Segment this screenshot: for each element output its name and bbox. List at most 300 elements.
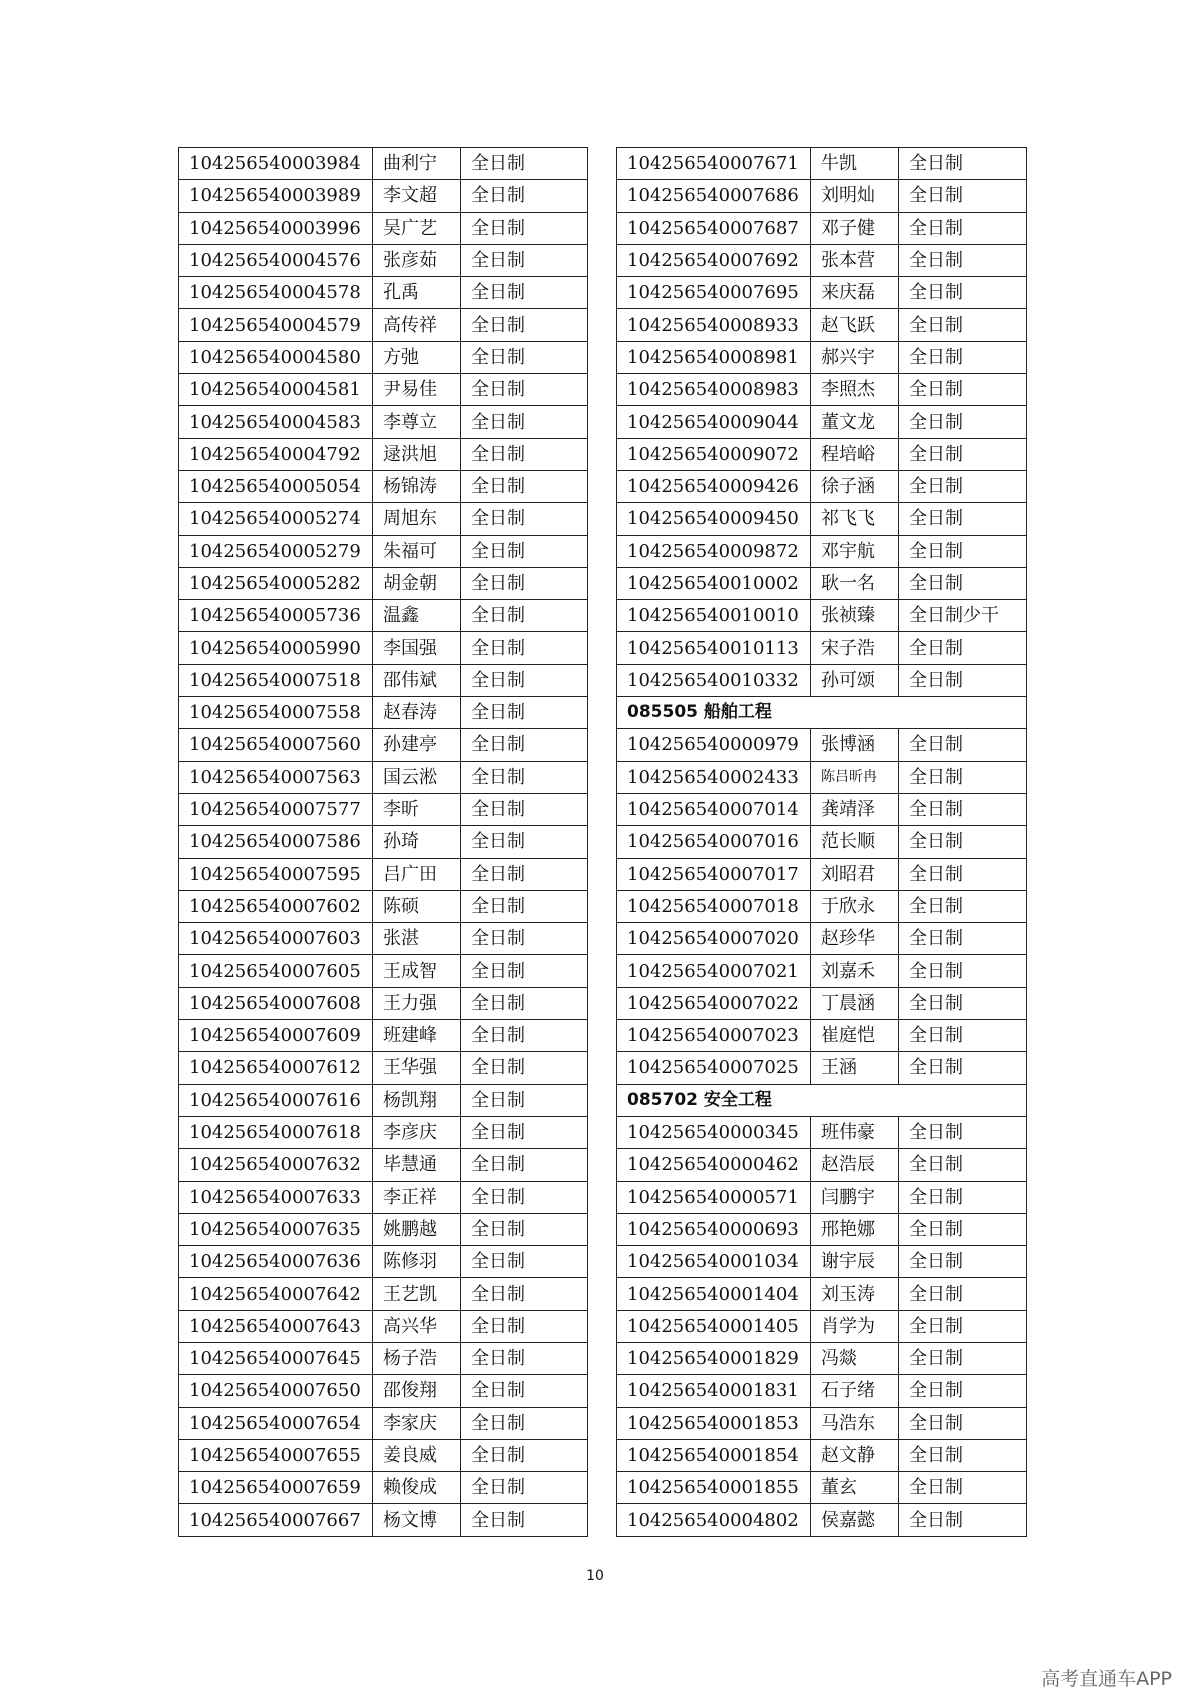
student-id-cell: 104256540007632	[179, 1149, 373, 1181]
student-name-cell: 程培峪	[811, 438, 899, 470]
student-name-cell: 杨文博	[373, 1504, 461, 1536]
table-row	[179, 374, 588, 406]
student-name-cell: 吕广田	[373, 858, 461, 890]
table-row	[179, 1278, 588, 1310]
student-id-cell: 104256540007563	[179, 761, 373, 793]
student-name-cell: 班伟豪	[811, 1116, 899, 1148]
table-row	[179, 406, 588, 438]
student-id-cell: 104256540007518	[179, 664, 373, 696]
table-row	[179, 955, 588, 987]
table-row	[179, 1149, 588, 1181]
student-id-cell: 104256540007560	[179, 729, 373, 761]
student-id-cell: 104256540001855	[617, 1472, 811, 1504]
study-mode-cell: 全日制	[899, 180, 1027, 212]
table-row	[617, 793, 1027, 825]
study-mode-cell: 全日制	[461, 244, 588, 276]
student-id-cell: 104256540003984	[179, 148, 373, 180]
section-header-row	[617, 697, 1027, 729]
student-name-cell: 丁晨涵	[811, 987, 899, 1019]
table-row	[179, 438, 588, 470]
student-name-cell: 崔庭恺	[811, 1020, 899, 1052]
table-row	[617, 1375, 1027, 1407]
student-id-cell: 104256540007687	[617, 212, 811, 244]
study-mode-cell: 全日制	[899, 1052, 1027, 1084]
student-name-cell: 李家庆	[373, 1407, 461, 1439]
table-row	[179, 858, 588, 890]
student-name-cell: 高传祥	[373, 309, 461, 341]
study-mode-cell: 全日制	[461, 1278, 588, 1310]
study-mode-cell: 全日制	[899, 1310, 1027, 1342]
student-name-cell: 尹易佳	[373, 374, 461, 406]
study-mode-cell: 全日制	[899, 1375, 1027, 1407]
study-mode-cell: 全日制	[899, 1181, 1027, 1213]
study-mode-cell: 全日制	[461, 1149, 588, 1181]
study-mode-cell: 全日制	[461, 535, 588, 567]
table-row	[617, 1504, 1027, 1536]
student-name-cell: 邓宇航	[811, 535, 899, 567]
student-name-cell: 徐子涵	[811, 470, 899, 502]
table-row	[617, 277, 1027, 309]
student-id-cell: 104256540005274	[179, 503, 373, 535]
study-mode-cell: 全日制	[461, 148, 588, 180]
student-id-cell: 104256540003996	[179, 212, 373, 244]
table-row	[617, 890, 1027, 922]
student-id-cell: 104256540007602	[179, 890, 373, 922]
table-row	[179, 1504, 588, 1536]
student-id-cell: 104256540001829	[617, 1342, 811, 1374]
student-id-cell: 104256540004576	[179, 244, 373, 276]
student-name-cell: 方弛	[373, 341, 461, 373]
study-mode-cell: 全日制	[899, 341, 1027, 373]
student-id-cell: 104256540000693	[617, 1213, 811, 1245]
study-mode-cell: 全日制	[899, 406, 1027, 438]
student-name-cell: 王艺凯	[373, 1278, 461, 1310]
student-name-cell: 郝兴宇	[811, 341, 899, 373]
student-name-cell: 王涵	[811, 1052, 899, 1084]
table-row	[179, 600, 588, 632]
study-mode-cell: 全日制少干	[899, 600, 1027, 632]
study-mode-cell: 全日制	[461, 1310, 588, 1342]
student-name-cell: 赵文静	[811, 1439, 899, 1471]
table-row	[617, 664, 1027, 696]
table-row	[617, 470, 1027, 502]
student-id-cell: 104256540007671	[617, 148, 811, 180]
study-mode-cell: 全日制	[461, 1472, 588, 1504]
student-name-cell: 杨子浩	[373, 1342, 461, 1374]
student-name-cell: 龚靖泽	[811, 793, 899, 825]
student-name-cell: 刘玉涛	[811, 1278, 899, 1310]
study-mode-cell: 全日制	[461, 1084, 588, 1116]
study-mode-cell: 全日制	[461, 277, 588, 309]
student-id-cell: 104256540005282	[179, 567, 373, 599]
student-id-cell: 104256540007608	[179, 987, 373, 1019]
table-row	[617, 341, 1027, 373]
study-mode-cell: 全日制	[899, 632, 1027, 664]
study-mode-cell: 全日制	[461, 567, 588, 599]
study-mode-cell: 全日制	[461, 212, 588, 244]
student-id-cell: 104256540007655	[179, 1439, 373, 1471]
table-row	[179, 923, 588, 955]
student-name-cell: 李昕	[373, 793, 461, 825]
study-mode-cell: 全日制	[899, 277, 1027, 309]
table-row	[617, 503, 1027, 535]
student-name-cell: 班建峰	[373, 1020, 461, 1052]
student-id-cell: 104256540010010	[617, 600, 811, 632]
student-id-cell: 104256540007645	[179, 1342, 373, 1374]
student-name-cell: 姜良威	[373, 1439, 461, 1471]
student-id-cell: 104256540009044	[617, 406, 811, 438]
table-row	[179, 1246, 588, 1278]
student-id-cell: 104256540001404	[617, 1278, 811, 1310]
study-mode-cell: 全日制	[899, 1439, 1027, 1471]
table-row	[617, 761, 1027, 793]
student-id-cell: 104256540007020	[617, 923, 811, 955]
student-id-cell: 104256540001034	[617, 1246, 811, 1278]
table-row	[617, 600, 1027, 632]
student-name-cell: 邢艳娜	[811, 1213, 899, 1245]
student-name-cell: 赵飞跃	[811, 309, 899, 341]
student-id-cell: 104256540007635	[179, 1213, 373, 1245]
table-row	[617, 729, 1027, 761]
student-id-cell: 104256540007695	[617, 277, 811, 309]
study-mode-cell: 全日制	[899, 1246, 1027, 1278]
table-row	[617, 1439, 1027, 1471]
student-id-cell: 104256540001405	[617, 1310, 811, 1342]
study-mode-cell: 全日制	[461, 697, 588, 729]
student-name-cell: 孙可颂	[811, 664, 899, 696]
table-row	[617, 1213, 1027, 1245]
student-id-cell: 104256540000462	[617, 1149, 811, 1181]
student-name-cell: 李彦庆	[373, 1116, 461, 1148]
study-mode-cell: 全日制	[461, 761, 588, 793]
student-name-cell: 曲利宁	[373, 148, 461, 180]
student-id-cell: 104256540007618	[179, 1116, 373, 1148]
study-mode-cell: 全日制	[461, 632, 588, 664]
student-name-cell: 高兴华	[373, 1310, 461, 1342]
student-id-cell: 104256540009426	[617, 470, 811, 502]
student-id-cell: 104256540007654	[179, 1407, 373, 1439]
study-mode-cell: 全日制	[899, 987, 1027, 1019]
student-name-cell: 来庆磊	[811, 277, 899, 309]
table-row	[179, 309, 588, 341]
student-name-cell: 王华强	[373, 1052, 461, 1084]
student-id-cell: 104256540007659	[179, 1472, 373, 1504]
study-mode-cell: 全日制	[461, 1213, 588, 1245]
table-row	[179, 277, 588, 309]
table-row	[617, 632, 1027, 664]
study-mode-cell: 全日制	[899, 664, 1027, 696]
student-name-cell: 姚鹏越	[373, 1213, 461, 1245]
table-row	[617, 1181, 1027, 1213]
study-mode-cell: 全日制	[461, 374, 588, 406]
study-mode-cell: 全日制	[461, 470, 588, 502]
student-id-cell: 104256540008981	[617, 341, 811, 373]
student-id-cell: 104256540007612	[179, 1052, 373, 1084]
student-id-cell: 104256540009072	[617, 438, 811, 470]
study-mode-cell: 全日制	[899, 374, 1027, 406]
study-mode-cell: 全日制	[899, 761, 1027, 793]
study-mode-cell: 全日制	[899, 1213, 1027, 1245]
table-row	[179, 148, 588, 180]
student-id-cell: 104256540007586	[179, 826, 373, 858]
student-name-cell: 张湛	[373, 923, 461, 955]
study-mode-cell: 全日制	[461, 987, 588, 1019]
student-name-cell: 赵浩辰	[811, 1149, 899, 1181]
table-row	[179, 341, 588, 373]
student-id-cell: 104256540004802	[617, 1504, 811, 1536]
student-name-cell: 宋子浩	[811, 632, 899, 664]
student-name-cell: 毕慧通	[373, 1149, 461, 1181]
study-mode-cell: 全日制	[461, 1504, 588, 1536]
study-mode-cell: 全日制	[461, 664, 588, 696]
study-mode-cell: 全日制	[461, 1342, 588, 1374]
student-name-cell: 王成智	[373, 955, 461, 987]
table-row	[179, 632, 588, 664]
student-name-cell: 王力强	[373, 987, 461, 1019]
section-title: 085702 安全工程	[617, 1084, 1027, 1116]
student-name-cell: 李照杰	[811, 374, 899, 406]
student-name-cell: 邵俊翔	[373, 1375, 461, 1407]
study-mode-cell: 全日制	[899, 148, 1027, 180]
student-name-cell: 周旭东	[373, 503, 461, 535]
student-id-cell: 104256540004578	[179, 277, 373, 309]
study-mode-cell: 全日制	[461, 826, 588, 858]
table-row	[617, 1407, 1027, 1439]
student-id-cell: 104256540004579	[179, 309, 373, 341]
student-name-cell: 温鑫	[373, 600, 461, 632]
table-row	[617, 826, 1027, 858]
study-mode-cell: 全日制	[899, 1407, 1027, 1439]
student-name-cell: 李文超	[373, 180, 461, 212]
table-row	[179, 1084, 588, 1116]
student-name-cell: 侯嘉懿	[811, 1504, 899, 1536]
study-mode-cell: 全日制	[899, 567, 1027, 599]
student-name-cell: 董文龙	[811, 406, 899, 438]
student-id-cell: 104256540007667	[179, 1504, 373, 1536]
table-row	[179, 1439, 588, 1471]
student-name-cell: 杨锦涛	[373, 470, 461, 502]
student-id-cell: 104256540007686	[617, 180, 811, 212]
study-mode-cell: 全日制	[899, 955, 1027, 987]
student-id-cell: 104256540001831	[617, 1375, 811, 1407]
table-row	[179, 567, 588, 599]
table-row	[179, 1375, 588, 1407]
table-row	[179, 664, 588, 696]
student-id-cell: 104256540007023	[617, 1020, 811, 1052]
student-id-cell: 104256540007558	[179, 697, 373, 729]
table-row	[617, 1472, 1027, 1504]
student-id-cell: 104256540009450	[617, 503, 811, 535]
student-id-cell: 104256540000979	[617, 729, 811, 761]
student-name-cell: 李国强	[373, 632, 461, 664]
student-name-cell: 张博涵	[811, 729, 899, 761]
table-row	[617, 1052, 1027, 1084]
student-id-cell: 104256540004583	[179, 406, 373, 438]
student-id-cell: 104256540007642	[179, 1278, 373, 1310]
student-id-cell: 104256540005736	[179, 600, 373, 632]
student-name-cell: 逯洪旭	[373, 438, 461, 470]
table-row	[179, 890, 588, 922]
student-id-cell: 104256540010113	[617, 632, 811, 664]
study-mode-cell: 全日制	[899, 1472, 1027, 1504]
student-id-cell: 104256540005990	[179, 632, 373, 664]
study-mode-cell: 全日制	[461, 503, 588, 535]
study-mode-cell: 全日制	[461, 729, 588, 761]
study-mode-cell: 全日制	[899, 1278, 1027, 1310]
study-mode-cell: 全日制	[899, 1149, 1027, 1181]
student-id-cell: 104256540001853	[617, 1407, 811, 1439]
study-mode-cell: 全日制	[899, 890, 1027, 922]
student-name-cell: 张彦茹	[373, 244, 461, 276]
student-name-cell: 董玄	[811, 1472, 899, 1504]
student-id-cell: 104256540007616	[179, 1084, 373, 1116]
section-header-row	[617, 1084, 1027, 1116]
student-id-cell: 104256540003989	[179, 180, 373, 212]
table-row	[179, 470, 588, 502]
study-mode-cell: 全日制	[899, 309, 1027, 341]
table-row	[617, 987, 1027, 1019]
student-id-cell: 104256540007605	[179, 955, 373, 987]
table-row	[617, 1310, 1027, 1342]
table-row	[617, 535, 1027, 567]
left-roster-table	[178, 147, 588, 1537]
table-row	[179, 826, 588, 858]
study-mode-cell: 全日制	[899, 503, 1027, 535]
student-id-cell: 104256540007017	[617, 858, 811, 890]
study-mode-cell: 全日制	[461, 890, 588, 922]
study-mode-cell: 全日制	[461, 1181, 588, 1213]
study-mode-cell: 全日制	[461, 406, 588, 438]
student-name-cell: 赵珍华	[811, 923, 899, 955]
study-mode-cell: 全日制	[899, 826, 1027, 858]
student-name-cell: 冯燚	[811, 1342, 899, 1374]
student-name-cell: 张本营	[811, 244, 899, 276]
study-mode-cell: 全日制	[461, 341, 588, 373]
student-id-cell: 104256540004792	[179, 438, 373, 470]
left-roster-body	[179, 148, 588, 1537]
student-id-cell: 104256540007650	[179, 1375, 373, 1407]
table-row	[617, 309, 1027, 341]
student-id-cell: 104256540004581	[179, 374, 373, 406]
table-row	[617, 374, 1027, 406]
study-mode-cell: 全日制	[899, 470, 1027, 502]
student-id-cell: 104256540007018	[617, 890, 811, 922]
student-name-cell: 张祯臻	[811, 600, 899, 632]
study-mode-cell: 全日制	[461, 180, 588, 212]
student-name-cell: 杨凯翔	[373, 1084, 461, 1116]
student-id-cell: 104256540008933	[617, 309, 811, 341]
study-mode-cell: 全日制	[461, 1116, 588, 1148]
table-row	[179, 1213, 588, 1245]
student-name-cell: 李尊立	[373, 406, 461, 438]
right-roster-table	[616, 147, 1027, 1537]
student-id-cell: 104256540004580	[179, 341, 373, 373]
study-mode-cell: 全日制	[899, 923, 1027, 955]
table-row	[179, 212, 588, 244]
study-mode-cell: 全日制	[461, 955, 588, 987]
student-name-cell: 朱福可	[373, 535, 461, 567]
study-mode-cell: 全日制	[899, 858, 1027, 890]
student-name-cell: 孙琦	[373, 826, 461, 858]
study-mode-cell: 全日制	[899, 438, 1027, 470]
student-id-cell: 104256540000571	[617, 1181, 811, 1213]
student-name-cell: 范长顺	[811, 826, 899, 858]
student-name-cell: 李正祥	[373, 1181, 461, 1213]
student-id-cell: 104256540002433	[617, 761, 811, 793]
table-row	[179, 1052, 588, 1084]
student-name-cell: 陈修羽	[373, 1246, 461, 1278]
table-row	[179, 987, 588, 1019]
table-row	[179, 729, 588, 761]
table-row	[179, 793, 588, 825]
student-id-cell: 104256540008983	[617, 374, 811, 406]
table-row	[179, 761, 588, 793]
student-id-cell: 104256540007014	[617, 793, 811, 825]
table-row	[179, 697, 588, 729]
student-id-cell: 104256540005054	[179, 470, 373, 502]
study-mode-cell: 全日制	[461, 1020, 588, 1052]
table-row	[617, 1116, 1027, 1148]
table-row	[617, 1278, 1027, 1310]
table-row	[617, 955, 1027, 987]
student-name-cell: 孔禹	[373, 277, 461, 309]
table-row	[617, 1342, 1027, 1374]
student-id-cell: 104256540007609	[179, 1020, 373, 1052]
table-row	[179, 503, 588, 535]
study-mode-cell: 全日制	[899, 1504, 1027, 1536]
student-id-cell: 104256540007021	[617, 955, 811, 987]
student-name-cell: 牛凯	[811, 148, 899, 180]
student-id-cell: 104256540007692	[617, 244, 811, 276]
student-name-cell: 耿一名	[811, 567, 899, 599]
student-id-cell: 104256540007016	[617, 826, 811, 858]
student-name-cell: 谢宇辰	[811, 1246, 899, 1278]
student-id-cell: 104256540007643	[179, 1310, 373, 1342]
student-id-cell: 104256540007022	[617, 987, 811, 1019]
student-name-cell: 刘明灿	[811, 180, 899, 212]
student-id-cell: 104256540010332	[617, 664, 811, 696]
student-name-cell: 赵春涛	[373, 697, 461, 729]
study-mode-cell: 全日制	[461, 600, 588, 632]
table-row	[617, 1149, 1027, 1181]
student-name-cell: 陈硕	[373, 890, 461, 922]
table-row	[179, 1472, 588, 1504]
study-mode-cell: 全日制	[899, 535, 1027, 567]
student-name-cell: 赖俊成	[373, 1472, 461, 1504]
study-mode-cell: 全日制	[899, 729, 1027, 761]
table-row	[617, 406, 1027, 438]
student-id-cell: 104256540007633	[179, 1181, 373, 1213]
student-id-cell: 104256540001854	[617, 1439, 811, 1471]
page-number: 10	[586, 1568, 604, 1584]
student-name-cell: 胡金朝	[373, 567, 461, 599]
table-row	[179, 1342, 588, 1374]
student-name-cell: 吴广艺	[373, 212, 461, 244]
table-row	[617, 180, 1027, 212]
student-id-cell: 104256540007636	[179, 1246, 373, 1278]
table-row	[179, 1116, 588, 1148]
student-name-cell: 马浩东	[811, 1407, 899, 1439]
study-mode-cell: 全日制	[899, 212, 1027, 244]
study-mode-cell: 全日制	[899, 1116, 1027, 1148]
study-mode-cell: 全日制	[899, 1020, 1027, 1052]
table-row	[617, 438, 1027, 470]
table-row	[617, 567, 1027, 599]
table-row	[179, 180, 588, 212]
student-name-cell: 闫鹏宇	[811, 1181, 899, 1213]
student-name-cell: 于欣永	[811, 890, 899, 922]
table-row	[617, 1020, 1027, 1052]
